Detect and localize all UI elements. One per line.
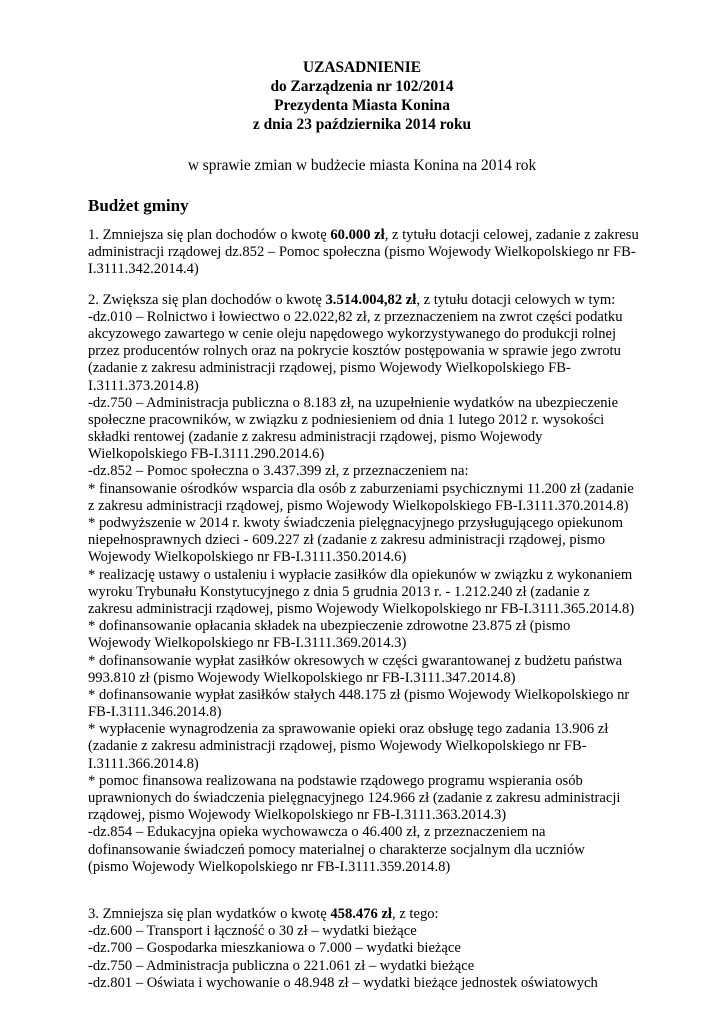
document-title: UZASADNIENIE [302,59,422,76]
paragraph-line: Wojewody Wielkopolskiego nr FB-I.3111.350.2014.6) [88,549,407,566]
amount-bold: 60.000 zł [330,227,385,243]
paragraph-line: (zadanie z zakresu administracji rządowej, pismo Wojewody Wielkopolskiego nr FB- [88,738,587,755]
text-run: 2. Zwiększa się plan dochodów o kwotę [88,291,326,308]
paragraph-line: składki rentowej (zadanie z zakresu administracji rządowej, pismo Wojewody [88,429,543,446]
text-run: 3. Zmniejsza się plan wydatków o kwotę [88,905,331,922]
paragraph-line: Wielkopolskiego FB-I.3111.290.2014.6) [88,446,325,463]
paragraph-line: * realizację ustawy o ustaleniu i wypłacie zasiłków dla opiekunów w związku z wykonaniem [88,566,633,583]
paragraph-line: (pismo Wojewody Wielkopolskiego nr FB-I.3111.359.2014.8) [88,858,451,875]
paragraph-line: I.3111.373.2014.8) [88,377,199,394]
text-run: , z tytułu dotacji celowej, zadanie z zakresu [384,227,639,243]
paragraph-line: społeczne pracowników, w związku z podniesieniem od dnia 1 lutego 2012 r. wysokości [88,411,605,428]
paragraph-line: -dz.852 – Pomoc społeczna o 3.437.399 zł, z przeznaczeniem na: [88,463,469,480]
paragraph-line: * wypłacenie wynagrodzenia za sprawowanie opieki oraz obsługę tego zadania 13.906 zł [88,721,609,738]
paragraph-line: uprawnionych do świadczenia pielęgnacyjnego 124.966 zł (zadanie z zakresu administracji [88,790,621,806]
paragraph-line: * dofinansowanie opłacania składek na ubezpieczenie zdrowotne 23.875 zł (pismo [88,618,571,635]
paragraph-line: * podwyższenie w 2014 r. kwoty świadczenia pielęgnacyjnego przysługującego opiekunom [88,515,623,531]
paragraph-line: Wojewody Wielkopolskiego nr FB-I.3111.369.2014.3) [88,635,407,652]
document-header [0,58,724,134]
paragraph-line: -dz.750 – Administracja publiczna o 8.183 zł, na uzupełnienie wydatków na ubezpieczenie [88,394,619,411]
paragraph-line: * pomoc finansowa realizowana na podstawie rządowego programu wspierania osób [88,772,583,789]
paragraph-line: -dz.854 – Edukacyjna opieka wychowawcza o 46.400 zł, z przeznaczeniem na [88,824,546,841]
paragraph-line: akcyzowego zawartego w cenie oleju napędowego wykorzystywanego do produkcji rolnej [88,325,617,342]
paragraph-line: I.3111.342.2014.4) [88,261,199,278]
text-run: , z tytułu dotacji celowych w tym: [416,291,616,308]
text-run: 1. Zmniejsza się plan dochodów o kwotę [88,227,331,243]
paragraph-line: I.3111.366.2014.8) [88,755,199,772]
amount-bold: 3.514.004,82 zł [325,291,417,308]
paragraph-line: z zakresu administracji rządowej, pismo Wojewody Wielkopolskiego FB-I.3111.370.2014.8) [88,497,629,514]
paragraph-line: administracji rządowej dz.852 – Pomoc społeczna (pismo Wojewody Wielkopolskiego nr FB- [88,244,636,261]
paragraph-line: 993.810 zł (pismo Wojewody Wielkopolskiego nr FB-I.3111.347.2014.8) [88,669,516,686]
paragraph-line: * dofinansowanie wypłat zasiłków okresowych w części gwarantowanej z budżetu państwa [88,652,623,669]
section-title: Budżet gminy [88,196,189,215]
paragraph-1 [88,227,648,279]
paragraph-line: * finansowanie ośrodków wsparcia dla osób z zaburzeniami psychicznymi 11.200 zł (zadanie [88,480,634,497]
document-subject: w sprawie zmian w budżecie miasta Konina na 2014 rok [187,157,537,174]
paragraph-line: FB-I.3111.346.2014.8) [88,704,222,721]
paragraph-line: dofinansowanie świadczeń pomocy materialnej o charakterze socjalnym dla uczniów [88,841,585,858]
header-line-issuer: Prezydenta Miasta Konina [274,97,450,114]
paragraph-line: niepełnosprawnych dzieci - 609.227 zł (zadanie z zakresu administracji rządowej, pismo [88,532,606,549]
paragraph-line: -dz.600 – Transport i łączność o 30 zł – wydatki bieżące [88,923,417,940]
paragraph-2 [88,292,648,876]
paragraph-line [88,906,648,923]
paragraph-line: rządowej, pismo Wojewody Wielkopolskiego nr FB-I.3111.363.2014.3) [88,807,507,824]
paragraph-line: wyroku Trybunału Konstytucyjnego z dnia 5 grudnia 2013 r. - 1.212.240 zł (zadanie z [88,583,590,600]
paragraph-line: -dz.700 – Gospodarka mieszkaniowa o 7.000 – wydatki bieżące [88,940,461,957]
paragraph-line: zakresu administracji rządowej, pismo Wojewody Wielkopolskiego nr FB-I.3111.365.2014.8) [88,600,635,617]
paragraph-line: -dz.750 – Administracja publiczna o 221.061 zł – wydatki bieżące [88,957,475,974]
paragraph-line: (zadanie z zakresu administracji rządowej, pismo Wojewody Wielkopolskiego FB- [88,360,571,377]
amount-bold: 458.476 zł [330,905,392,922]
header-line-date: z dnia 23 października 2014 roku [252,116,472,133]
header-line-ordinance: do Zarządzenia nr 102/2014 [270,78,454,95]
paragraph-line [88,292,648,309]
text-run: , z tego: [392,905,439,922]
paragraph-line: -dz.801 – Oświata i wychowanie o 48.948 zł – wydatki bieżące jednostek oświatowych [88,974,598,991]
paragraph-line: -dz.010 – Rolnictwo i łowiectwo o 22.022,82 zł, z przeznaczeniem na zwrot części podatku [88,308,623,325]
document-body [88,227,648,992]
paragraph-3 [88,906,648,992]
paragraph-line: przez producentów rolnych oraz na pokrycie kosztów postępowania w sprawie jego zwrotu [88,343,621,360]
paragraph-line [88,227,648,244]
paragraph-line: * dofinansowanie wypłat zasiłków stałych 448.175 zł (pismo Wojewody Wielkopolskiego nr [88,686,630,703]
